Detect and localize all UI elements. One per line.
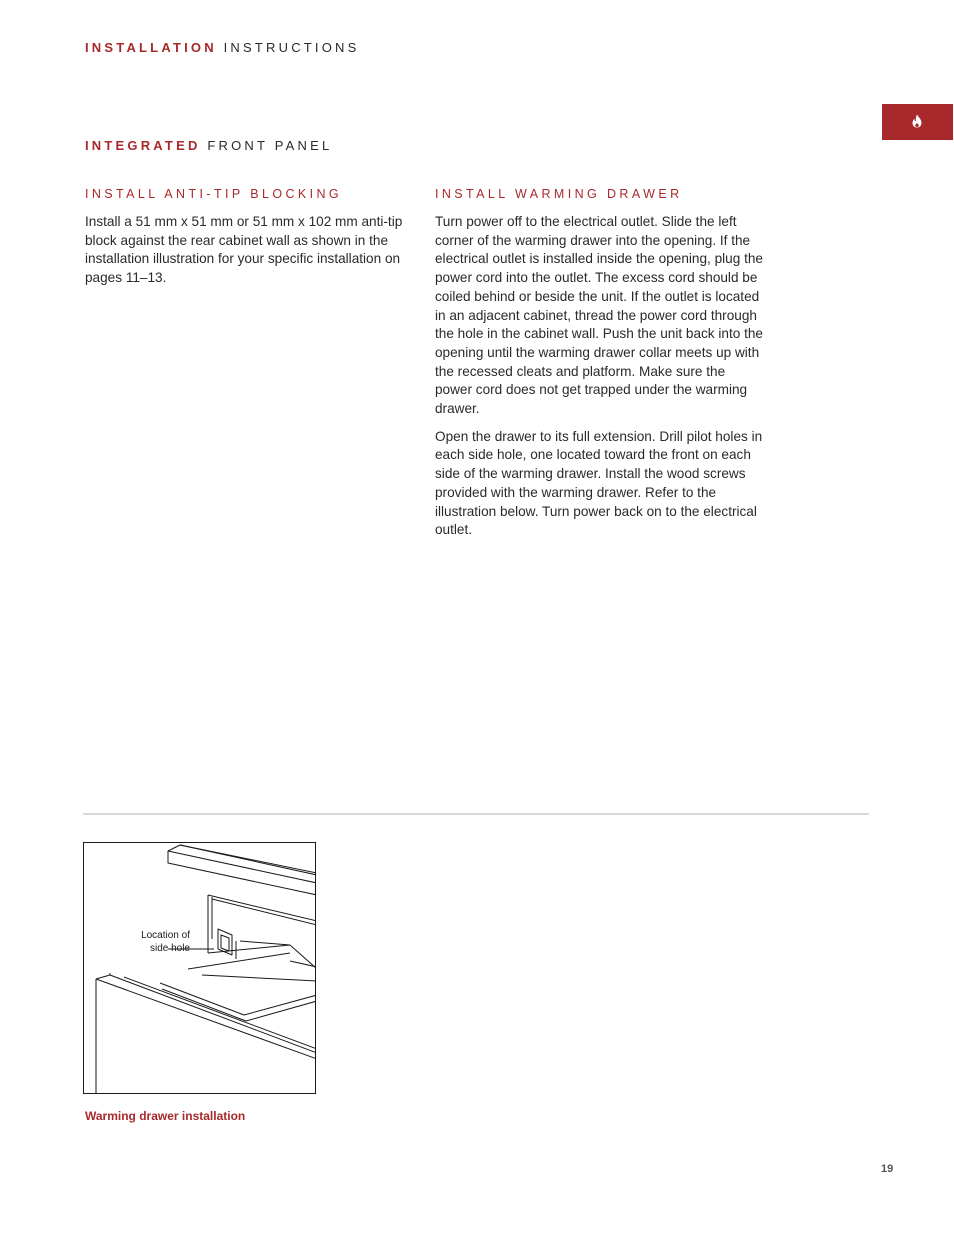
section-tab [882,104,953,140]
running-header [85,40,360,55]
warming-drawer-paragraph-2: Open the drawer to its full extension. Drill pilot holes in each side hole, one located toward the front on each side of the warming drawer. Install the wood screws provided with the warming drawer. Refer to the illustration below. Turn power back on to the electrical outlet. [435,428,763,538]
anti-tip-paragraph: Install a 51 mm x 51 mm or 51 mm x 102 mm anti-tip block against the rear cabinet wall as shown in the installation illustration for your specific installation on pages 11–13. [85,214,403,286]
warming-drawer-heading: INSTALL WARMING DRAWER [435,187,683,201]
side-hole-callout [108,930,190,955]
page-number: 19 [881,1163,894,1175]
horizontal-divider [83,813,869,815]
header-bold: INSTALLATION [85,40,217,55]
installation-illustration [83,842,316,1094]
section-title-bold: INTEGRATED [85,138,201,153]
section-title-light: FRONT PANEL [207,138,333,153]
callout-line-2: side hole [149,942,190,954]
warming-drawer-paragraph-1: Turn power off to the electrical outlet. Slide the left corner of the warming drawer into the opening. If the electrical outlet is installed inside the opening, plug the power cord into the outlet. The excess cord should be coiled behind or beside the unit. If the outlet is located in an adjacent cabinet, thread the power cord through the hole in the cabinet wall. Push the unit back into the opening until the warming drawer collar meets up with the recessed cleats and platform. Make sure the power cord does not get trapped under the warming drawer. [435,214,763,417]
anti-tip-heading: INSTALL ANTI-TIP BLOCKING [85,187,343,201]
figure-caption: Warming drawer installation [85,1109,246,1123]
left-column [85,187,415,297]
flame-icon [911,114,923,128]
header-light: INSTRUCTIONS [223,40,360,55]
section-title [85,138,332,153]
callout-line-1: Location of [141,930,190,941]
right-column [435,187,765,549]
warming-drawer-drawing [84,843,316,1094]
